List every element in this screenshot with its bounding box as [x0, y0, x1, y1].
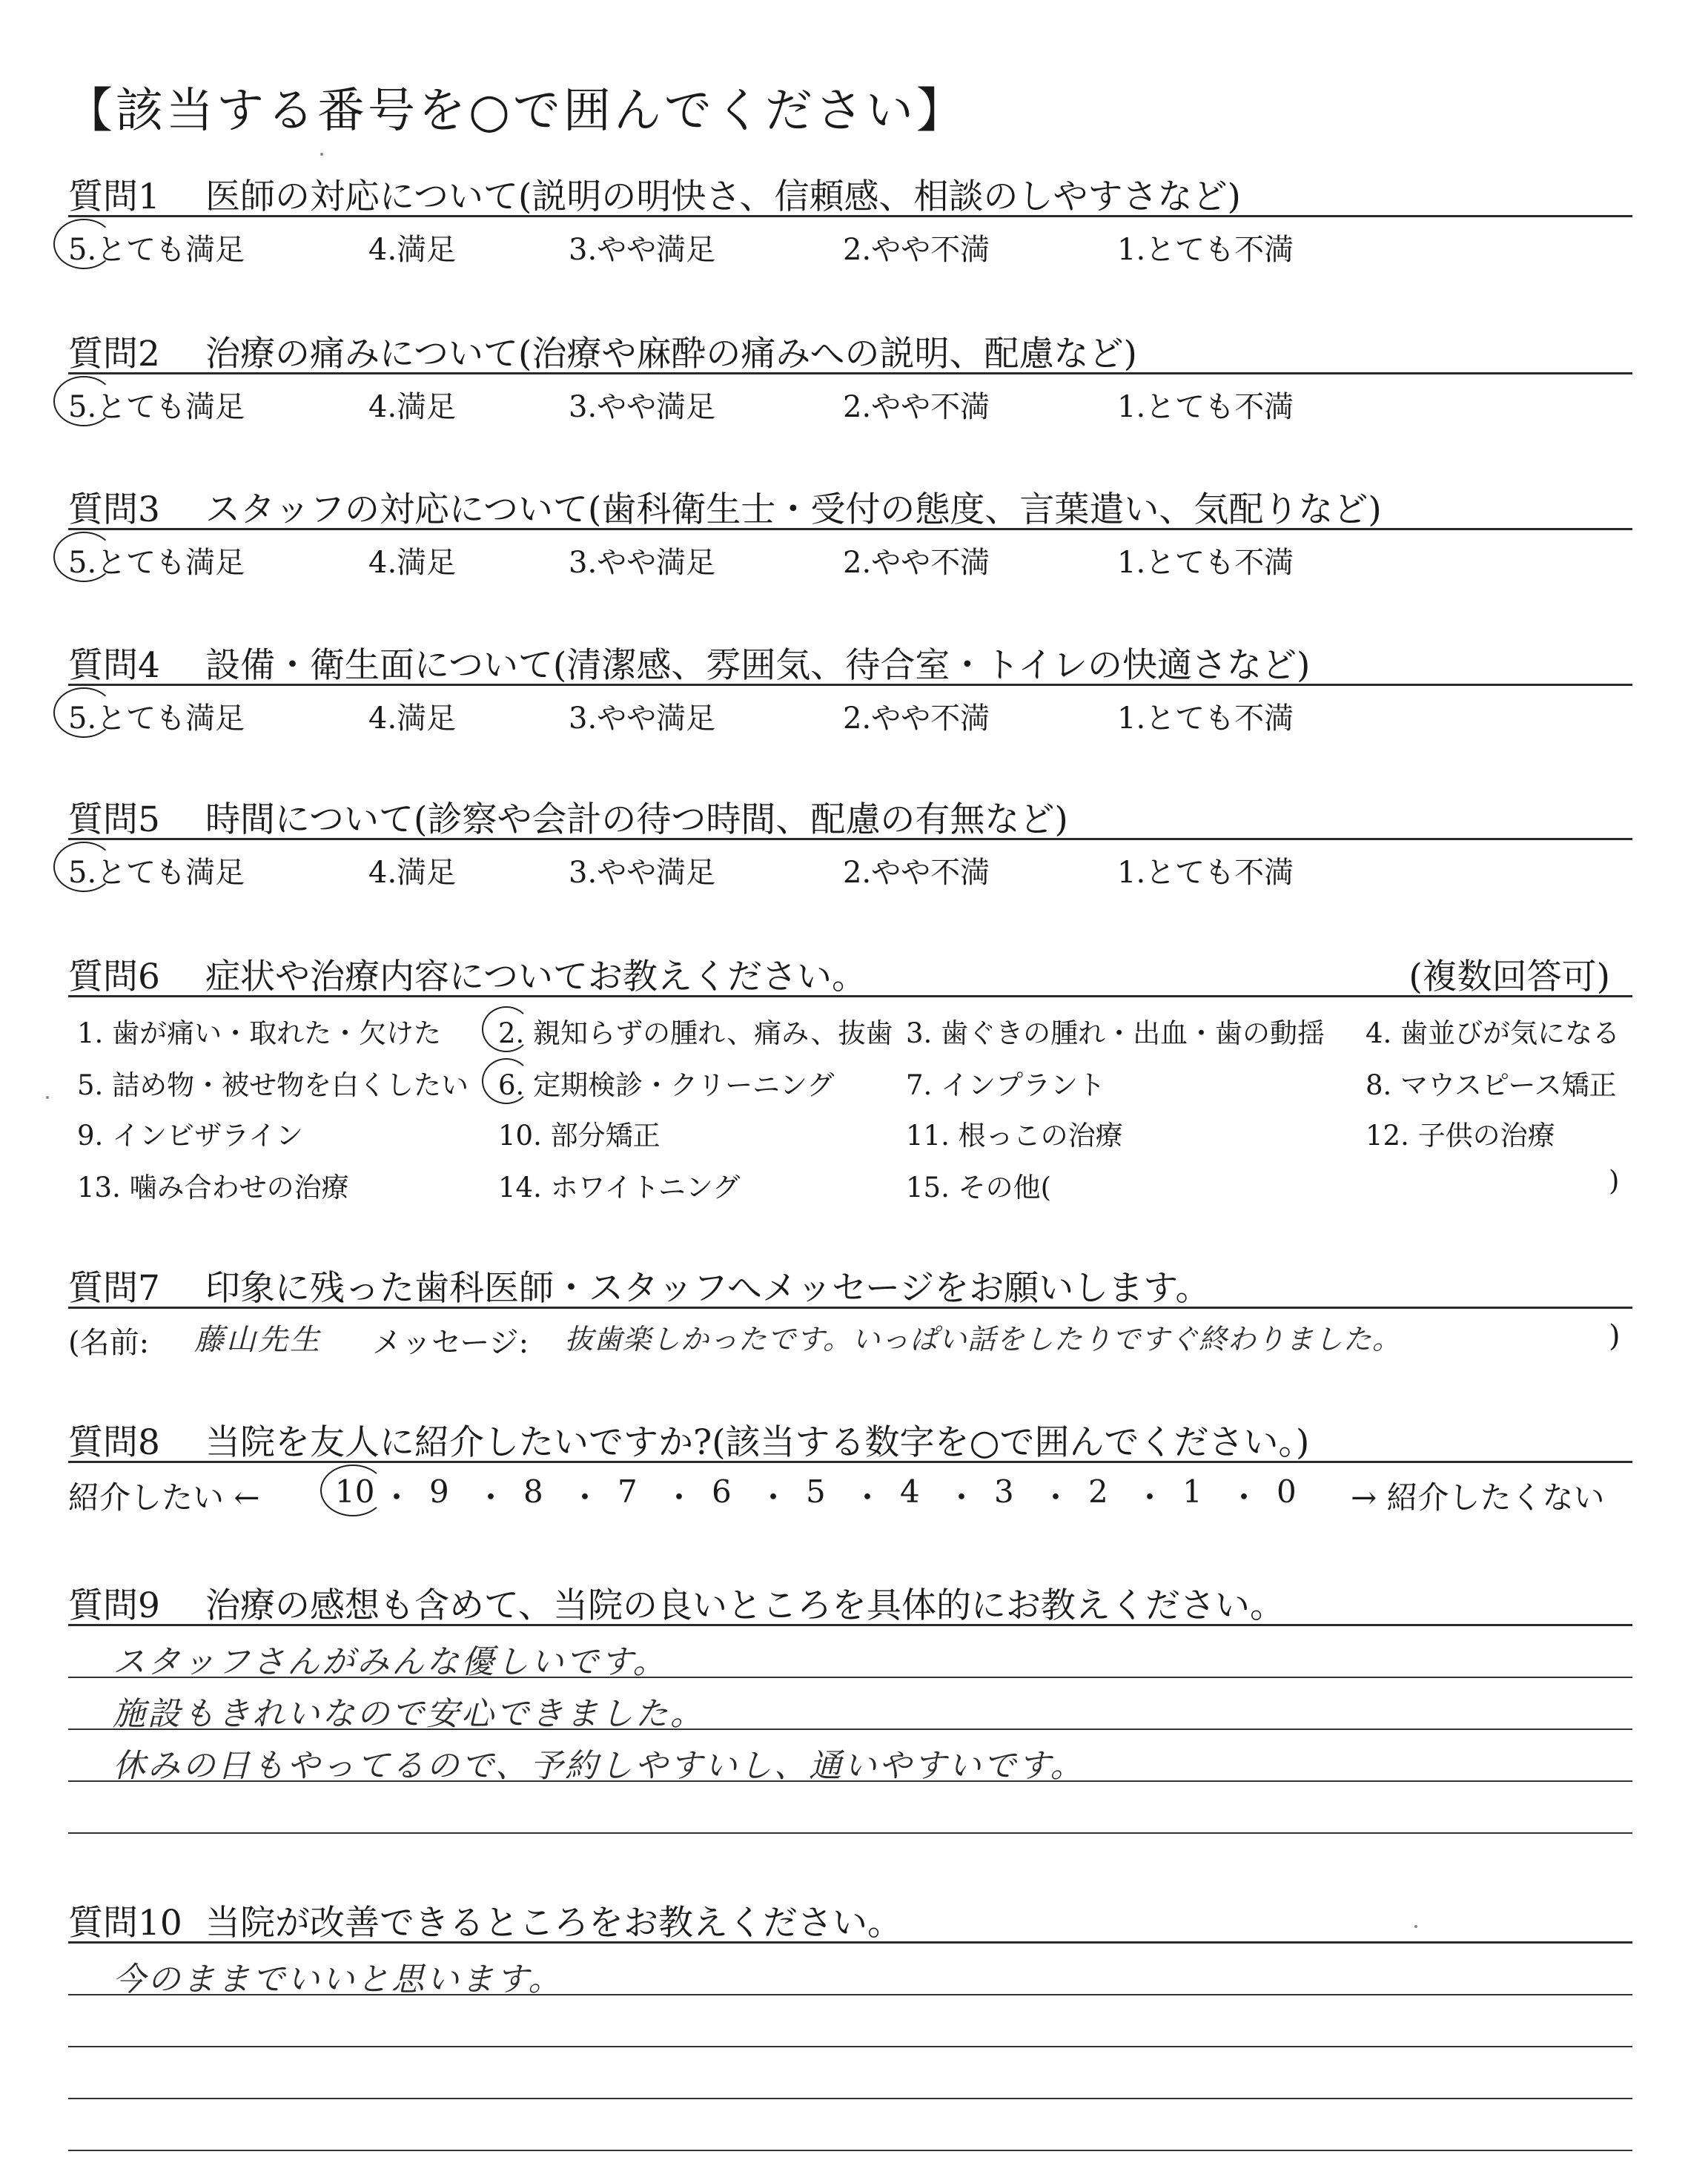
scale-number[interactable]: 9	[429, 1473, 449, 1510]
question-label: 質問6	[68, 957, 160, 997]
symptom-option[interactable]: 14. ホワイトニング	[498, 1172, 741, 1203]
rating-option[interactable]: 2.やや不満	[843, 233, 990, 267]
scale-separator: ・	[663, 1479, 695, 1516]
rating-option[interactable]: 3.やや満足	[569, 856, 716, 890]
question-4	[68, 638, 1632, 738]
message-value[interactable]: 抜歯楽しかったです。いっぱい話をしたりですぐ終わりました。	[565, 1323, 1401, 1356]
rating-option[interactable]: 5.とても満足	[68, 390, 245, 424]
message-row	[68, 1309, 1632, 1361]
closing-paren: )	[1609, 1319, 1621, 1353]
question-text: 印象に残った歯科医師・スタッフへメッセージをお願いします。	[205, 1268, 1211, 1309]
question-label: 質問7	[68, 1268, 160, 1309]
question-header	[68, 169, 1632, 215]
question-2	[68, 326, 1632, 426]
scale-separator: ・	[758, 1479, 790, 1516]
scale-number[interactable]: 2	[1088, 1473, 1108, 1510]
rating-options	[68, 374, 1632, 426]
scale-separator: ・	[569, 1479, 601, 1516]
question-text: 治療の感想も含めて、当院の良いところを具体的にお教えください。	[205, 1585, 1285, 1626]
question-9	[68, 1578, 1632, 1849]
question-8	[68, 1415, 1632, 1518]
question-text: 設備・衛生面について(清潔感、雰囲気、待合室・トイレの快適さなど)	[205, 645, 1311, 686]
symptom-option[interactable]: 3. 歯ぐきの腫れ・出血・歯の動揺	[906, 1017, 1325, 1049]
selected-symptom-circle	[482, 1006, 531, 1052]
scale-number[interactable]: 1	[1182, 1473, 1202, 1510]
answer-line	[68, 1832, 1632, 1834]
symptom-option[interactable]: 13. 噛み合わせの治療	[77, 1172, 349, 1203]
question-label: 質問1	[68, 176, 160, 217]
rating-option[interactable]: 5.とても満足	[68, 856, 245, 890]
selected-rating-circle	[53, 219, 114, 269]
rating-option[interactable]: 4.満足	[368, 390, 457, 424]
scale-separator: ・	[852, 1479, 884, 1516]
symptom-option[interactable]: 5. 詰め物・被せ物を白くしたい	[77, 1069, 469, 1101]
question-5	[68, 792, 1632, 892]
symptom-option[interactable]: 6. 定期検診・クリーニング	[498, 1069, 835, 1101]
question-text: 時間について(診察や会計の待つ時間、配慮の有無など)	[205, 799, 1068, 840]
answer-line	[68, 2150, 1632, 2151]
rating-option[interactable]: 2.やや不満	[843, 701, 990, 736]
rating-option[interactable]: 2.やや不満	[843, 546, 990, 580]
rating-options	[68, 217, 1632, 269]
question-header	[68, 482, 1632, 528]
rating-option[interactable]: 3.やや満足	[569, 390, 716, 424]
symptom-option[interactable]: 11. 根っこの治療	[906, 1120, 1123, 1152]
question-6	[68, 949, 1632, 1212]
selected-rating-circle	[53, 532, 114, 582]
handwritten-answer[interactable]: スタッフさんがみんな優しいです。	[113, 1643, 668, 1681]
question-7	[68, 1261, 1632, 1361]
symptom-options	[68, 997, 1632, 1212]
question-text: 症状や治療内容についてお教えください。	[205, 957, 867, 997]
question-10	[68, 1895, 1632, 2166]
scale-separator: ・	[1040, 1479, 1072, 1516]
selected-scale-circle	[320, 1465, 385, 1516]
scale-number[interactable]: 4	[900, 1473, 920, 1510]
question-label: 質問5	[68, 799, 160, 840]
recommend-scale	[68, 1463, 1632, 1518]
symptom-option[interactable]: 1. 歯が痛い・取れた・欠けた	[77, 1017, 442, 1049]
question-text: 医師の対応について(説明の明快さ、信頼感、相談のしやすさなど)	[205, 176, 1241, 217]
rating-option[interactable]: 1.とても不満	[1117, 390, 1294, 424]
scale-separator: ・	[1228, 1479, 1260, 1516]
rating-option[interactable]: 1.とても不満	[1117, 701, 1294, 736]
scale-number[interactable]: 7	[618, 1473, 638, 1510]
handwritten-answer[interactable]: 休みの日もやってるので、予約しやすいし、通いやすいです。	[113, 1747, 1085, 1785]
symptom-option[interactable]: 10. 部分矯正	[498, 1120, 661, 1152]
scale-left-label: 紹介したい ←	[68, 1479, 260, 1516]
rating-option[interactable]: 2.やや不満	[843, 390, 990, 424]
answer-lines	[68, 1626, 1632, 1849]
selected-rating-circle	[53, 376, 114, 426]
scan-speck	[320, 153, 323, 156]
symptom-option[interactable]: 7. インプラント	[906, 1069, 1106, 1101]
multiple-answers-note: (複数回答可)	[1409, 957, 1610, 997]
selected-rating-circle	[53, 687, 114, 738]
question-label: 質問3	[68, 489, 160, 530]
name-value[interactable]: 藤山先生	[194, 1323, 322, 1357]
selected-rating-circle	[53, 842, 114, 892]
rating-option[interactable]: 5.とても満足	[68, 701, 245, 736]
question-text: 治療の痛みについて(治療や麻酔の痛みへの説明、配慮など)	[205, 334, 1137, 374]
rating-options	[68, 840, 1632, 892]
scan-speck	[46, 1096, 49, 1099]
symptom-option[interactable]: 15. その他(	[906, 1172, 1052, 1203]
scale-separator: ・	[1134, 1479, 1166, 1516]
symptom-option[interactable]: 12. 子供の治療	[1366, 1120, 1555, 1152]
handwritten-answer[interactable]: 施設もきれいなので安心できました。	[113, 1695, 705, 1733]
answer-line	[68, 2098, 1632, 2099]
scale-number[interactable]: 6	[712, 1473, 732, 1510]
name-label: (名前:	[68, 1326, 150, 1360]
page-title: 【該当する番号を○で囲んでください】	[65, 84, 967, 139]
scale-right-label: → 紹介したくない	[1351, 1479, 1605, 1516]
question-label: 質問8	[68, 1422, 160, 1463]
question-text: 当院を友人に紹介したいですか?(該当する数字を○で囲んでください。)	[205, 1422, 1310, 1463]
handwritten-answer[interactable]: 今のままでいいと思います。	[113, 1961, 563, 1998]
rating-option[interactable]: 4.満足	[368, 546, 457, 580]
rating-option[interactable]: 5.とても満足	[68, 233, 245, 267]
question-1	[68, 169, 1632, 269]
rating-option[interactable]: 3.やや満足	[569, 233, 716, 267]
scale-separator: ・	[381, 1479, 413, 1516]
rating-option[interactable]: 1.とても不満	[1117, 546, 1294, 580]
question-3	[68, 482, 1632, 582]
rating-option[interactable]: 5.とても満足	[68, 546, 245, 580]
answer-lines	[68, 1944, 1632, 2166]
scale-number[interactable]: 10	[335, 1473, 375, 1510]
selected-symptom-circle	[482, 1058, 531, 1104]
rating-options	[68, 530, 1632, 582]
scale-separator: ・	[946, 1479, 978, 1516]
question-label: 質問10	[68, 1903, 182, 1944]
scale-number[interactable]: 0	[1277, 1473, 1297, 1510]
question-header	[68, 326, 1632, 372]
symptom-option[interactable]: 4. 歯並びが気になる	[1366, 1017, 1621, 1049]
rating-option[interactable]: 1.とても不満	[1117, 233, 1294, 267]
answer-line	[68, 2046, 1632, 2047]
rating-option[interactable]: 1.とても不満	[1117, 856, 1294, 890]
question-label: 質問2	[68, 334, 160, 374]
message-label: メッセージ:	[372, 1326, 529, 1360]
rating-option[interactable]: 4.満足	[368, 233, 457, 267]
rating-option[interactable]: 2.やや不満	[843, 856, 990, 890]
scale-number[interactable]: 5	[806, 1473, 826, 1510]
question-text: スタッフの対応について(歯科衛生士・受付の態度、言葉遣い、気配りなど)	[205, 489, 1382, 530]
scale-number[interactable]: 8	[523, 1473, 543, 1510]
symptom-option[interactable]: 8. マウスピース矯正	[1366, 1069, 1617, 1101]
scale-separator: ・	[475, 1479, 507, 1516]
rating-option[interactable]: 3.やや満足	[569, 701, 716, 736]
rating-option[interactable]: 4.満足	[368, 856, 457, 890]
question-label: 質問9	[68, 1585, 160, 1626]
symptom-option[interactable]: 9. インビザライン	[77, 1120, 303, 1152]
rating-options	[68, 686, 1632, 738]
question-header	[68, 638, 1632, 684]
rating-option[interactable]: 4.満足	[368, 701, 457, 736]
rating-option[interactable]: 3.やや満足	[569, 546, 716, 580]
symptom-option[interactable]: 2. 親知らずの腫れ、痛み、抜歯	[498, 1017, 893, 1049]
question-header	[68, 792, 1632, 838]
question-label: 質問4	[68, 645, 160, 686]
question-text: 当院が改善できるところをお教えください。	[205, 1903, 902, 1944]
symptom-option[interactable]: )	[1609, 1165, 1620, 1197]
scale-number[interactable]: 3	[994, 1473, 1014, 1510]
